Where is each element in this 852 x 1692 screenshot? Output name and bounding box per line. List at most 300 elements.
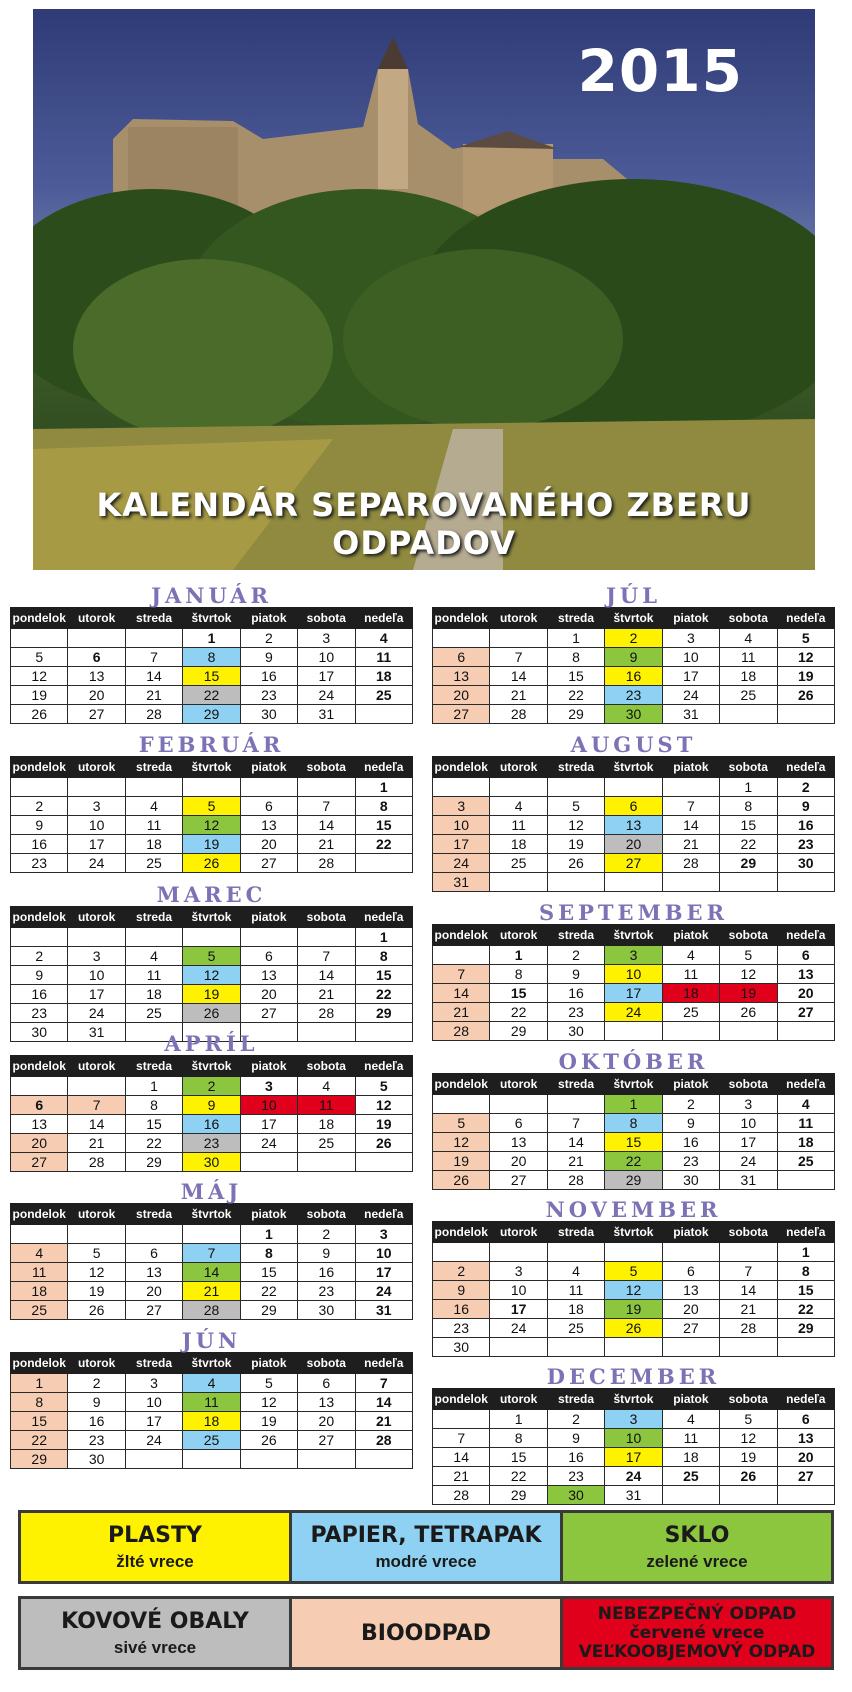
day-cell: 25 bbox=[125, 854, 182, 873]
week-row bbox=[433, 1171, 835, 1190]
legend-title: VEĽKOOBJEMOVÝ ODPAD bbox=[578, 1641, 816, 1662]
weekday-header: pondelok bbox=[11, 757, 68, 778]
week-row bbox=[11, 667, 413, 686]
day-cell bbox=[490, 778, 547, 797]
week-row bbox=[433, 648, 835, 667]
week-row bbox=[433, 1133, 835, 1152]
weekday-header: streda bbox=[547, 925, 604, 946]
day-cell bbox=[355, 705, 412, 724]
day-cell: 4 bbox=[490, 797, 547, 816]
day-cell: 28 bbox=[298, 854, 355, 873]
weekday-header: štvrtok bbox=[183, 757, 240, 778]
weekday-header: štvrtok bbox=[183, 1204, 240, 1225]
day-cell: 6 bbox=[777, 946, 834, 965]
day-cell: 26 bbox=[433, 1171, 490, 1190]
day-cell: 24 bbox=[605, 1003, 662, 1022]
weekday-header: štvrtok bbox=[183, 1353, 240, 1374]
weekday-header: štvrtok bbox=[183, 1056, 240, 1077]
day-cell: 11 bbox=[183, 1393, 240, 1412]
day-cell: 15 bbox=[355, 966, 412, 985]
day-cell: 24 bbox=[125, 1431, 182, 1450]
day-cell bbox=[68, 778, 125, 797]
day-cell: 27 bbox=[605, 854, 662, 873]
day-cell: 12 bbox=[547, 816, 604, 835]
day-cell: 3 bbox=[68, 797, 125, 816]
weekday-header: pondelok bbox=[11, 907, 68, 928]
day-cell: 13 bbox=[240, 966, 297, 985]
day-cell bbox=[68, 1225, 125, 1244]
day-cell: 30 bbox=[183, 1153, 240, 1172]
weekday-header: piatok bbox=[662, 608, 719, 629]
day-cell: 27 bbox=[68, 705, 125, 724]
month-name: JANUÁR bbox=[151, 583, 272, 608]
weekday-header: pondelok bbox=[433, 1389, 490, 1410]
day-cell: 3 bbox=[605, 1410, 662, 1429]
month-table bbox=[432, 1073, 835, 1190]
day-cell bbox=[547, 778, 604, 797]
day-cell bbox=[605, 778, 662, 797]
month-name: MAREC bbox=[156, 882, 267, 907]
month-name: APRÍL bbox=[164, 1031, 259, 1056]
day-cell: 13 bbox=[298, 1393, 355, 1412]
weekday-header: štvrtok bbox=[183, 608, 240, 629]
week-row bbox=[11, 947, 413, 966]
day-cell: 15 bbox=[490, 984, 547, 1003]
day-cell: 2 bbox=[662, 1095, 719, 1114]
weekday-header: nedeľa bbox=[777, 925, 834, 946]
day-cell: 25 bbox=[11, 1301, 68, 1320]
day-cell: 27 bbox=[777, 1003, 834, 1022]
weekday-header: streda bbox=[547, 1222, 604, 1243]
weekday-header: nedeľa bbox=[777, 1222, 834, 1243]
day-cell: 31 bbox=[298, 705, 355, 724]
day-cell: 25 bbox=[547, 1319, 604, 1338]
day-cell bbox=[298, 1153, 355, 1172]
day-cell: 6 bbox=[777, 1410, 834, 1429]
day-cell: 24 bbox=[605, 1467, 662, 1486]
week-row bbox=[433, 835, 835, 854]
week-row bbox=[11, 1244, 413, 1263]
week-row bbox=[433, 1338, 835, 1357]
day-cell: 30 bbox=[547, 1486, 604, 1505]
day-cell bbox=[662, 1338, 719, 1357]
weekday-header: štvrtok bbox=[605, 925, 662, 946]
day-cell: 9 bbox=[11, 966, 68, 985]
day-cell bbox=[298, 1450, 355, 1469]
day-cell: 30 bbox=[240, 705, 297, 724]
day-cell: 1 bbox=[490, 946, 547, 965]
day-cell: 23 bbox=[68, 1431, 125, 1450]
day-cell: 7 bbox=[183, 1244, 240, 1263]
day-cell: 1 bbox=[547, 629, 604, 648]
day-cell: 12 bbox=[605, 1281, 662, 1300]
day-cell bbox=[605, 1338, 662, 1357]
week-row bbox=[433, 778, 835, 797]
day-cell: 28 bbox=[125, 705, 182, 724]
day-cell: 3 bbox=[490, 1262, 547, 1281]
day-cell: 20 bbox=[433, 686, 490, 705]
day-cell: 6 bbox=[490, 1114, 547, 1133]
day-cell: 16 bbox=[183, 1115, 240, 1134]
weekday-header: streda bbox=[547, 1389, 604, 1410]
day-cell: 9 bbox=[605, 648, 662, 667]
month-11 bbox=[432, 1199, 835, 1357]
day-cell: 12 bbox=[720, 965, 777, 984]
day-cell: 22 bbox=[720, 835, 777, 854]
day-cell: 25 bbox=[662, 1003, 719, 1022]
day-cell: 10 bbox=[68, 816, 125, 835]
day-cell: 5 bbox=[240, 1374, 297, 1393]
waste-legend bbox=[18, 1510, 834, 1682]
day-cell: 15 bbox=[547, 667, 604, 686]
day-cell: 30 bbox=[433, 1338, 490, 1357]
day-cell: 5 bbox=[433, 1114, 490, 1133]
day-cell: 22 bbox=[355, 985, 412, 1004]
day-cell: 25 bbox=[777, 1152, 834, 1171]
week-row bbox=[11, 966, 413, 985]
month-table bbox=[432, 1388, 835, 1505]
day-cell: 21 bbox=[355, 1412, 412, 1431]
day-cell: 4 bbox=[298, 1077, 355, 1096]
day-cell: 7 bbox=[298, 797, 355, 816]
castle-photo bbox=[33, 9, 815, 570]
week-row bbox=[433, 1448, 835, 1467]
day-cell: 23 bbox=[605, 686, 662, 705]
day-cell: 8 bbox=[355, 947, 412, 966]
day-cell: 25 bbox=[183, 1431, 240, 1450]
weekday-header: piatok bbox=[240, 1353, 297, 1374]
day-cell: 21 bbox=[433, 1467, 490, 1486]
day-cell: 16 bbox=[11, 835, 68, 854]
weekday-header: utorok bbox=[68, 1056, 125, 1077]
day-cell: 18 bbox=[355, 667, 412, 686]
day-cell bbox=[183, 778, 240, 797]
day-cell: 17 bbox=[68, 835, 125, 854]
month-name: MÁJ bbox=[180, 1179, 243, 1204]
weekday-header: streda bbox=[125, 1204, 182, 1225]
weekday-header: streda bbox=[125, 757, 182, 778]
month-8 bbox=[432, 734, 835, 892]
week-row bbox=[433, 984, 835, 1003]
week-row bbox=[11, 985, 413, 1004]
day-cell: 17 bbox=[605, 1448, 662, 1467]
day-cell: 31 bbox=[355, 1301, 412, 1320]
day-cell bbox=[183, 928, 240, 947]
day-cell: 14 bbox=[183, 1263, 240, 1282]
day-cell: 15 bbox=[777, 1281, 834, 1300]
day-cell: 23 bbox=[547, 1467, 604, 1486]
day-cell: 25 bbox=[490, 854, 547, 873]
month-table bbox=[432, 1221, 835, 1357]
day-cell: 7 bbox=[433, 1429, 490, 1448]
day-cell: 14 bbox=[298, 966, 355, 985]
day-cell: 26 bbox=[720, 1467, 777, 1486]
day-cell: 17 bbox=[125, 1412, 182, 1431]
day-cell: 23 bbox=[183, 1134, 240, 1153]
day-cell: 17 bbox=[68, 985, 125, 1004]
day-cell bbox=[720, 1022, 777, 1041]
day-cell: 23 bbox=[240, 686, 297, 705]
day-cell bbox=[720, 705, 777, 724]
day-cell: 21 bbox=[298, 835, 355, 854]
day-cell: 21 bbox=[183, 1282, 240, 1301]
day-cell: 10 bbox=[298, 648, 355, 667]
day-cell: 7 bbox=[490, 648, 547, 667]
day-cell bbox=[490, 629, 547, 648]
weekday-header: nedeľa bbox=[355, 757, 412, 778]
day-cell: 26 bbox=[11, 705, 68, 724]
month-4 bbox=[10, 1033, 413, 1172]
day-cell: 24 bbox=[355, 1282, 412, 1301]
day-cell bbox=[777, 1171, 834, 1190]
day-cell: 6 bbox=[662, 1262, 719, 1281]
day-cell: 9 bbox=[777, 797, 834, 816]
weekday-header: sobota bbox=[720, 608, 777, 629]
week-row bbox=[11, 1412, 413, 1431]
day-cell: 17 bbox=[355, 1263, 412, 1282]
week-row bbox=[11, 1004, 413, 1023]
week-row bbox=[433, 1486, 835, 1505]
day-cell: 2 bbox=[11, 797, 68, 816]
day-cell: 8 bbox=[240, 1244, 297, 1263]
day-cell bbox=[490, 1095, 547, 1114]
day-cell: 10 bbox=[240, 1096, 297, 1115]
day-cell: 11 bbox=[125, 966, 182, 985]
day-cell: 4 bbox=[662, 946, 719, 965]
day-cell: 27 bbox=[240, 854, 297, 873]
day-cell bbox=[605, 1022, 662, 1041]
month-table bbox=[10, 756, 413, 873]
day-cell: 23 bbox=[298, 1282, 355, 1301]
day-cell bbox=[355, 1450, 412, 1469]
day-cell: 21 bbox=[662, 835, 719, 854]
day-cell: 14 bbox=[662, 816, 719, 835]
day-cell: 29 bbox=[355, 1004, 412, 1023]
weekday-header: utorok bbox=[68, 608, 125, 629]
week-row bbox=[11, 629, 413, 648]
day-cell: 17 bbox=[298, 667, 355, 686]
day-cell: 9 bbox=[662, 1114, 719, 1133]
day-cell: 22 bbox=[490, 1003, 547, 1022]
day-cell: 1 bbox=[605, 1095, 662, 1114]
day-cell: 14 bbox=[298, 816, 355, 835]
weekday-header: utorok bbox=[490, 757, 547, 778]
day-cell bbox=[11, 629, 68, 648]
day-cell: 12 bbox=[433, 1133, 490, 1152]
day-cell bbox=[777, 1338, 834, 1357]
day-cell: 18 bbox=[662, 1448, 719, 1467]
day-cell bbox=[720, 1338, 777, 1357]
day-cell bbox=[125, 928, 182, 947]
day-cell: 28 bbox=[662, 854, 719, 873]
day-cell bbox=[662, 1022, 719, 1041]
year-label: 2015 bbox=[577, 37, 743, 105]
day-cell: 3 bbox=[240, 1077, 297, 1096]
day-cell: 7 bbox=[662, 797, 719, 816]
month-12 bbox=[432, 1366, 835, 1505]
day-cell: 9 bbox=[547, 965, 604, 984]
day-cell: 17 bbox=[662, 667, 719, 686]
day-cell: 17 bbox=[720, 1133, 777, 1152]
day-cell: 18 bbox=[777, 1133, 834, 1152]
day-cell: 22 bbox=[183, 686, 240, 705]
day-cell: 13 bbox=[662, 1281, 719, 1300]
day-cell: 21 bbox=[490, 686, 547, 705]
weekday-header: pondelok bbox=[433, 757, 490, 778]
day-cell: 5 bbox=[11, 648, 68, 667]
day-cell: 19 bbox=[433, 1152, 490, 1171]
day-cell: 19 bbox=[720, 1448, 777, 1467]
day-cell: 18 bbox=[183, 1412, 240, 1431]
day-cell: 25 bbox=[355, 686, 412, 705]
day-cell: 22 bbox=[11, 1431, 68, 1450]
day-cell: 5 bbox=[547, 797, 604, 816]
day-cell bbox=[298, 928, 355, 947]
day-cell: 29 bbox=[720, 854, 777, 873]
day-cell: 20 bbox=[11, 1134, 68, 1153]
weekday-header: piatok bbox=[662, 757, 719, 778]
day-cell: 26 bbox=[183, 854, 240, 873]
day-cell bbox=[298, 778, 355, 797]
weekday-header: pondelok bbox=[433, 1222, 490, 1243]
day-cell: 6 bbox=[298, 1374, 355, 1393]
day-cell: 5 bbox=[720, 1410, 777, 1429]
week-row bbox=[433, 816, 835, 835]
day-cell: 11 bbox=[777, 1114, 834, 1133]
day-cell: 2 bbox=[68, 1374, 125, 1393]
weekday-header: utorok bbox=[490, 1222, 547, 1243]
day-cell bbox=[433, 629, 490, 648]
day-cell: 13 bbox=[490, 1133, 547, 1152]
day-cell: 19 bbox=[605, 1300, 662, 1319]
day-cell: 23 bbox=[662, 1152, 719, 1171]
day-cell: 15 bbox=[720, 816, 777, 835]
day-cell bbox=[490, 873, 547, 892]
weekday-header: streda bbox=[125, 1056, 182, 1077]
day-cell: 2 bbox=[298, 1225, 355, 1244]
day-cell: 4 bbox=[125, 947, 182, 966]
day-cell: 16 bbox=[547, 984, 604, 1003]
day-cell: 18 bbox=[662, 984, 719, 1003]
day-cell bbox=[433, 946, 490, 965]
month-2 bbox=[10, 734, 413, 873]
day-cell: 30 bbox=[605, 705, 662, 724]
day-cell bbox=[68, 1077, 125, 1096]
day-cell: 1 bbox=[720, 778, 777, 797]
day-cell: 4 bbox=[183, 1374, 240, 1393]
day-cell bbox=[547, 1095, 604, 1114]
week-row bbox=[11, 1115, 413, 1134]
weekday-header: sobota bbox=[720, 1222, 777, 1243]
weekday-header: piatok bbox=[240, 1204, 297, 1225]
day-cell: 5 bbox=[68, 1244, 125, 1263]
day-cell bbox=[777, 705, 834, 724]
day-cell: 26 bbox=[68, 1301, 125, 1320]
week-row bbox=[11, 1225, 413, 1244]
day-cell: 10 bbox=[605, 1429, 662, 1448]
day-cell: 11 bbox=[125, 816, 182, 835]
day-cell: 17 bbox=[240, 1115, 297, 1134]
week-row bbox=[11, 816, 413, 835]
month-name: JÚL bbox=[605, 583, 661, 608]
weekday-header: štvrtok bbox=[605, 1389, 662, 1410]
week-row bbox=[433, 667, 835, 686]
day-cell bbox=[490, 1338, 547, 1357]
day-cell: 1 bbox=[125, 1077, 182, 1096]
day-cell: 9 bbox=[11, 816, 68, 835]
weekday-header: utorok bbox=[68, 1353, 125, 1374]
month-table bbox=[432, 607, 835, 724]
day-cell: 27 bbox=[240, 1004, 297, 1023]
legend-title: BIOODPAD bbox=[360, 1620, 491, 1646]
weekday-header: utorok bbox=[490, 1074, 547, 1095]
week-row bbox=[433, 797, 835, 816]
day-cell: 6 bbox=[68, 648, 125, 667]
day-cell: 31 bbox=[433, 873, 490, 892]
week-row bbox=[433, 1114, 835, 1133]
day-cell: 9 bbox=[68, 1393, 125, 1412]
day-cell: 17 bbox=[605, 984, 662, 1003]
day-cell bbox=[11, 778, 68, 797]
day-cell: 11 bbox=[11, 1263, 68, 1282]
day-cell: 20 bbox=[777, 1448, 834, 1467]
day-cell bbox=[240, 928, 297, 947]
weekday-header: sobota bbox=[298, 1353, 355, 1374]
day-cell: 30 bbox=[298, 1301, 355, 1320]
day-cell: 8 bbox=[490, 1429, 547, 1448]
month-name: DECEMBER bbox=[546, 1364, 721, 1389]
day-cell: 17 bbox=[490, 1300, 547, 1319]
day-cell: 10 bbox=[490, 1281, 547, 1300]
day-cell bbox=[125, 778, 182, 797]
weekday-header: sobota bbox=[720, 1074, 777, 1095]
day-cell: 12 bbox=[183, 816, 240, 835]
day-cell: 7 bbox=[68, 1096, 125, 1115]
day-cell: 12 bbox=[240, 1393, 297, 1412]
day-cell: 29 bbox=[183, 705, 240, 724]
weekday-header: štvrtok bbox=[605, 608, 662, 629]
day-cell: 1 bbox=[355, 778, 412, 797]
day-cell bbox=[11, 1225, 68, 1244]
day-cell: 15 bbox=[11, 1412, 68, 1431]
month-9 bbox=[432, 902, 835, 1041]
week-row bbox=[433, 873, 835, 892]
legend-subtitle: modré vrece bbox=[375, 1551, 477, 1571]
legend-subtitle: sivé vrece bbox=[113, 1637, 197, 1657]
day-cell: 29 bbox=[490, 1486, 547, 1505]
legend-title: NEBEZPEČNÝ ODPAD bbox=[597, 1603, 797, 1624]
day-cell: 7 bbox=[125, 648, 182, 667]
day-cell bbox=[183, 1450, 240, 1469]
day-cell bbox=[125, 1450, 182, 1469]
legend-row bbox=[18, 1510, 834, 1584]
day-cell: 14 bbox=[433, 1448, 490, 1467]
day-cell: 9 bbox=[433, 1281, 490, 1300]
day-cell: 16 bbox=[298, 1263, 355, 1282]
day-cell: 3 bbox=[355, 1225, 412, 1244]
day-cell bbox=[240, 778, 297, 797]
day-cell: 10 bbox=[68, 966, 125, 985]
day-cell: 17 bbox=[433, 835, 490, 854]
week-row bbox=[433, 1003, 835, 1022]
day-cell: 6 bbox=[240, 797, 297, 816]
day-cell: 6 bbox=[433, 648, 490, 667]
weekday-header: pondelok bbox=[433, 925, 490, 946]
day-cell bbox=[355, 854, 412, 873]
week-row bbox=[433, 946, 835, 965]
month-10 bbox=[432, 1051, 835, 1190]
day-cell: 25 bbox=[298, 1134, 355, 1153]
